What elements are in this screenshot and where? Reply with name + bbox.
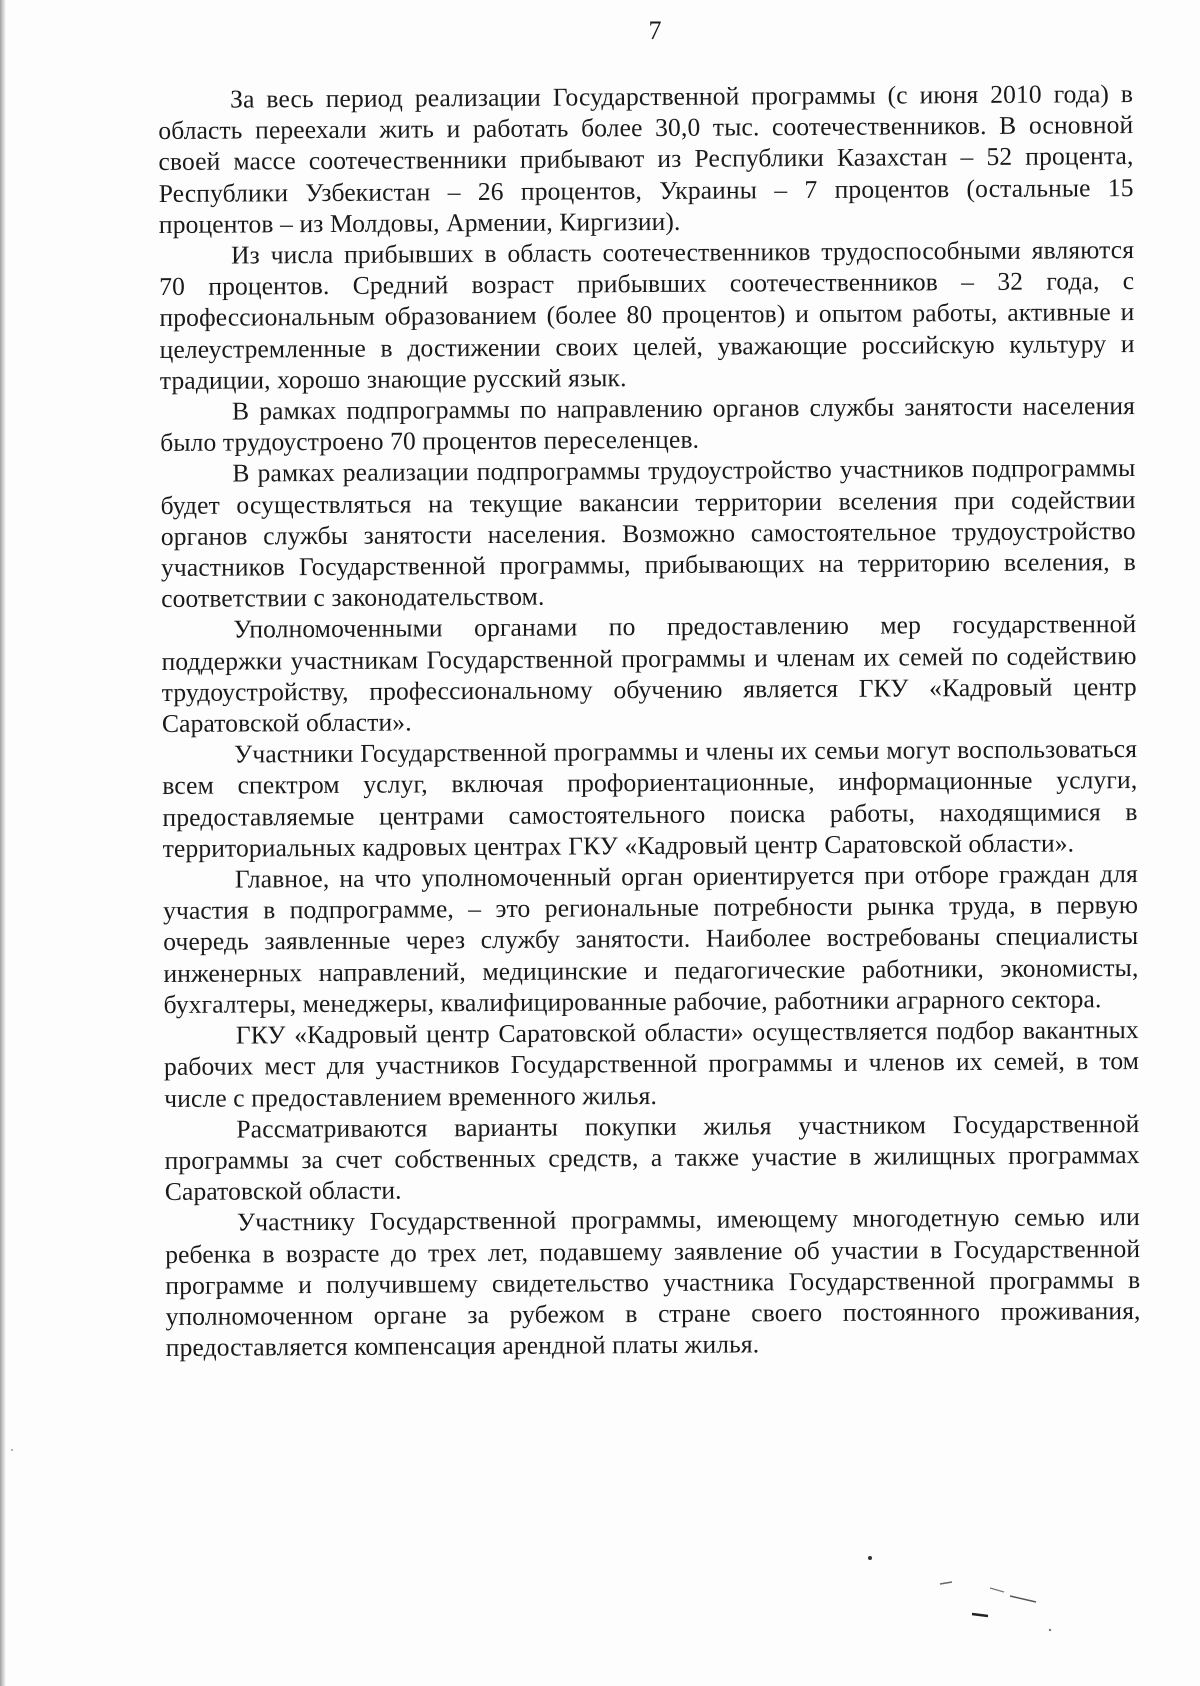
paragraph-resettlement-stats: За весь период реализации Государственной программы (с июня 2010 года) в область переехали жить и работать более 30,0 тыс. соотечественников. В основной своей массе соотечественники прибывают из Республики Казахстан – 52 процента, Республики Узбекистан – 26 процентов, Украины – 7 процентов (остальные 15 процентов – из Молдовы, Армении, Киргизии).	[158, 79, 1134, 239]
document-body	[158, 78, 1141, 1363]
paragraph-housing-options: Рассматриваются варианты покупки жилья участником Государственной программы за счет собственных средств, а также участие в жилищных программах Саратовской области.	[164, 1108, 1140, 1207]
paragraph-services: Участники Государственной программы и члены их семьи могут воспользоваться всем спектром услуг, включая профориентационные, информационные услуги, предоставляемые центрами самостоятельного поиска работы, находящимися в территориальных кадровых центрах ГКУ «Кадровый центр Саратовской области».	[162, 734, 1138, 863]
paragraph-rent-compensation: Участнику Государственной программы, имеющему многодетную семью или ребенка в возрасте до трех лет, подавшему заявление об участии в Государственной программе и получившему свидетельство участника Государственной программы в уполномоченном органе за рубежом в стране своего постоянного проживания, предоставляется компенсация арендной платы жилья.	[165, 1202, 1141, 1363]
paragraph-vacancy-matching: ГКУ «Кадровый центр Саратовской области» осуществляется подбор вакантных рабочих мест для участников Государственной программы и членов их семей, в том числе с предоставлением временного жилья.	[163, 1015, 1140, 1113]
paragraph-authorized-bodies: Уполномоченными органами по предоставлению мер государственной поддержки участникам Государственной программы и членам их семей по содействию трудоустройству, профессиональному обучению является ГКУ «Кадровый центр Саратовской области».	[161, 609, 1137, 739]
paragraph-workforce-profile: Из числа прибывших в область соотечественников трудоспособными являются 70 процентов. Средний возраст прибывших соотечественников – 32 года, с профессиональным образованием (более 80 процентов) и опытом работы, активные и целеустремленные в достижении своих целей, уважающие российскую культуру и традиции, хорошо знающие русский язык.	[159, 235, 1135, 395]
paragraph-employment-vacancies: В рамках реализации подпрограммы трудоустройство участников подпрограммы будет осуществляться на текущие вакансии территории вселения при содействии органов службы занятости населения. Возможно самостоятельное трудоустройство участников Государственной программы, прибывающих на территорию вселения, в соответствии с законодательством.	[160, 453, 1137, 614]
scan-edge-shadow	[0, 0, 6, 1686]
page-number: 7	[648, 16, 662, 45]
paragraph-employment-result: В рамках подпрограммы по направлению органов службы занятости населения было трудоустроено 70 процентов переселенцев.	[160, 391, 1136, 458]
paragraph-selection-criteria: Главное, на что уполномоченный орган ориентируется при отборе граждан для участия в подпрограмме, – это региональные потребности рынка труда, в первую очередь заявленные через службу занятости. Наиболее востребованы специалисты инженерных направлений, медицинские и педагогические работники, экономисты, бухгалтеры, менеджеры, квалифицированные рабочие, работники аграрного сектора.	[162, 859, 1139, 1019]
